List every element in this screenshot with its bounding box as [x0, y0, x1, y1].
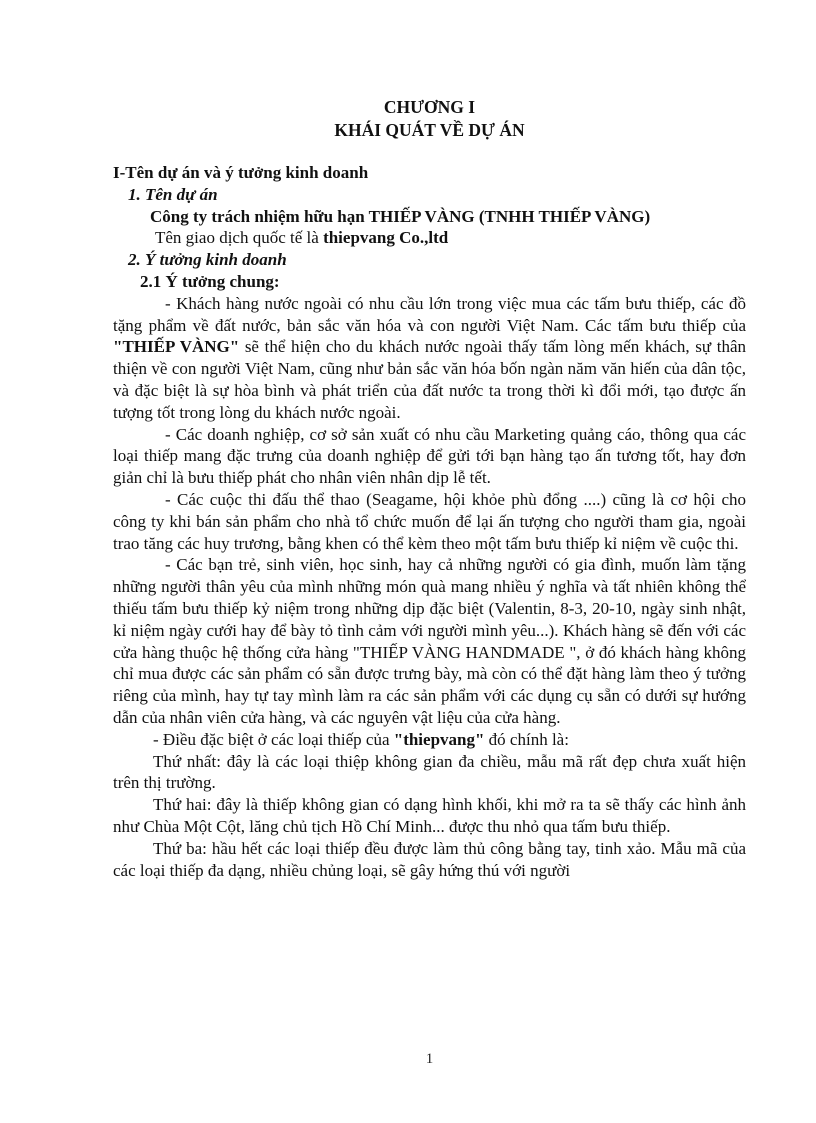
text-run: 1. Tên dự án: [128, 184, 218, 204]
paragraph: [113, 751, 746, 795]
paragraph: [113, 838, 746, 882]
text-run: - Điều đặc biệt ở các loại thiếp của: [153, 729, 394, 749]
paragraph: [113, 271, 746, 293]
chapter-title-line1: CHƯƠNG I: [383, 97, 476, 117]
text-run: Công ty trách nhiệm hữu hạn THIẾP VÀNG (TNHH THIẾP VÀNG): [150, 206, 651, 226]
paragraph: [113, 249, 746, 271]
text-run: sẽ thể hiện cho du khách nước ngoài thấy tấm lòng mến khách, sự thân thiện về con người Việt Nam, cũng như bản sắc văn hóa bốn ngàn năm văn hiến của dân tộc, và đặc biệt là sự hòa bình và phát triển của đất nước ta trong thời kì đổi mới, tạo được ấn tượng tốt trong lòng du khách nước ngoài.: [113, 337, 746, 422]
paragraph: [113, 227, 746, 249]
chapter-title: [113, 96, 746, 142]
text-run: Thứ ba: hầu hết các loại thiếp đều được làm thủ công bằng tay, tinh xảo. Mẫu mã của các loại thiếp đa dạng, nhiều chủng loại, sẽ gây hứng thú với người: [113, 838, 746, 880]
paragraph: [113, 794, 746, 838]
page-number: 1: [425, 1051, 434, 1067]
paragraph: [113, 554, 746, 728]
text-run: - Các bạn trẻ, sinh viên, học sinh, hay cả những người có gia đình, muốn làm tặng những người thân yêu của mình những món quà mang nhiều ý nghĩa và tất nhiên không thể thiếu tấm bưu thiếp kỷ niệm trong những dịp đặc biệt (Valentin, 8-3, 20-10, ngày sinh nhật, kỉ niệm ngày cưới hay để bày tỏ tình cảm với người mình yêu...). Khách hàng sẽ đến với các cửa hàng thuộc hệ thống cửa hàng "THIẾP VÀNG HANDMADE ", ở đó khách hàng không chỉ mua được các sản phẩm có sẵn được trưng bày, mà còn có thể đặt hàng làm theo ý tưởng riêng của mình, hay tự tay mình làm ra các sản phẩm với các dụng cụ sẵn có dưới sự hướng dẫn của nhân viên cửa hàng, và các nguyên vật liệu của cửa hàng.: [113, 555, 746, 727]
text-run: 2. Ý tưởng kinh doanh: [128, 250, 287, 270]
paragraph: [113, 184, 746, 206]
paragraph: [113, 293, 746, 424]
document-body: [113, 162, 746, 881]
text-run: - Các doanh nghiệp, cơ sở sản xuất có nhu cầu Marketing quảng cáo, thông qua các loại thiếp mang đặc trưng của doanh nghiệp để gửi tới bạn hàng tạo ấn tương tốt, hay đơn giản chỉ là bưu thiếp phát cho nhân viên nhân dịp lễ tết.: [113, 424, 746, 488]
paragraph: [113, 206, 746, 228]
document-content: [113, 96, 746, 881]
paragraph: [113, 424, 746, 489]
text-run: 2.1 Ý tưởng chung:: [140, 271, 280, 291]
paragraph: [113, 729, 746, 751]
text-run: thiepvang Co.,ltd: [323, 228, 449, 248]
text-run: Thứ nhất: đây là các loại thiệp không gian đa chiều, mẫu mã rất đẹp chưa xuất hiện trên thị trường.: [113, 751, 746, 793]
text-run: "THIẾP VÀNG": [113, 337, 240, 357]
chapter-title-line2: KHÁI QUÁT VỀ DỰ ÁN: [334, 120, 525, 140]
paragraph: [113, 162, 746, 184]
paragraph: [113, 489, 746, 554]
text-run: - Khách hàng nước ngoài có nhu cầu lớn trong việc mua các tấm bưu thiếp, các đồ tặng phẩm về đất nước, bản sắc văn hóa và con người Việt Nam. Các tấm bưu thiếp của: [113, 293, 746, 335]
text-run: I-Tên dự án và ý tưởng kinh doanh: [113, 163, 369, 182]
text-run: - Các cuộc thi đấu thể thao (Seagame, hội khỏe phù đổng ....) cũng là cơ hội cho công ty khi bán sản phẩm cho nhà tổ chức muốn để lại ấn tượng cho người tham gia, ngoài trao tăng các huy trương, bằng khen có thể kèm theo một tấm bưu thiếp kỉ niệm về cuộc thi.: [113, 489, 746, 553]
text-run: "thiepvang": [393, 729, 485, 749]
text-run: Thứ hai: đây là thiếp không gian có dạng hình khối, khi mở ra ta sẽ thấy các hình ảnh như Chùa Một Cột, lăng chủ tịch Hồ Chí Minh... được thu nhỏ qua tấm bưu thiếp.: [113, 795, 746, 836]
text-run: Tên giao dịch quốc tế là: [155, 228, 324, 248]
text-run: đó chính là:: [484, 729, 569, 749]
